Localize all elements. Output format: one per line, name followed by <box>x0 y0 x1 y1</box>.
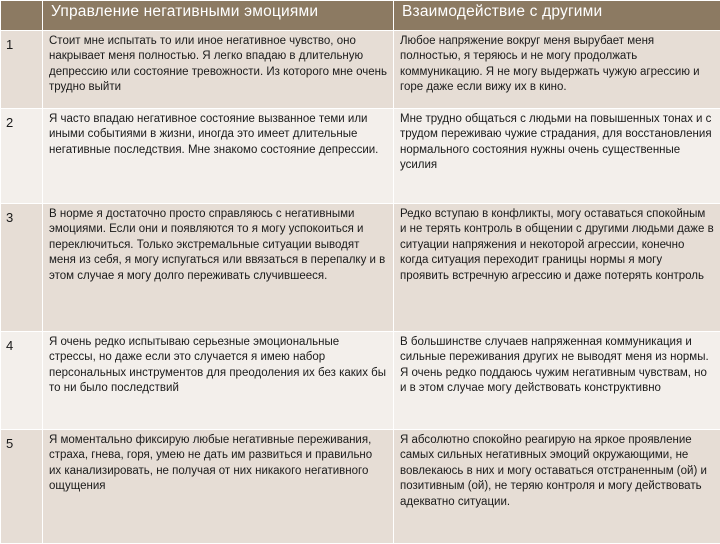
emotions-cell: Я часто впадаю негативное состояние вызванное теми или иными событиями в жизни, иногда это имеет длительные негативные последствия. Мне знакомо состояние депрессии. <box>43 109 394 204</box>
table-row <box>1 31 720 109</box>
emotions-cell: В норме я достаточно просто справляюсь с негативными эмоциями. Если они и появляются то я могу успокоиться и переключиться. Только экстремальные ситуации выводят меня из себя, я могу испугаться или ввязаться в перепалку и в этом случае я могу долго переживать случившееся. <box>43 204 394 332</box>
row-number: 5 <box>1 430 43 544</box>
interaction-cell: Я абсолютно спокойно реагирую на яркое проявление самых сильных негативных эмоций окружающими, не вовлекаюсь в них и могу оставаться отстраненным (ой) и позитивным (ой), не теряю контроля и могу действовать адекватно ситуации. <box>394 430 720 544</box>
interaction-cell: В большинстве случаев напряженная коммуникация и сильные переживания других не выводят меня из нормы. Я очень редко поддаюсь чужим негативным чувствам, но и в этом случае могу действовать конструктивно <box>394 332 720 430</box>
interaction-cell: Мне трудно общаться с людьми на повышенных тонах и с трудом переживаю чужие страдания, для восстановления нормального состояния нужны очень существенные усилия <box>394 109 720 204</box>
row-number: 4 <box>1 332 43 430</box>
row-number: 3 <box>1 204 43 332</box>
emotions-cell: Стоит мне испытать то или иное негативное чувство, оно накрывает меня полностью. Я легко впадаю в длительную депрессию или состояние тревожности. Из которого мне очень трудно выйти <box>43 31 394 109</box>
header-row <box>1 1 720 31</box>
row-number: 2 <box>1 109 43 204</box>
table-row <box>1 204 720 332</box>
emotions-cell: Я очень редко испытываю серьезные эмоциональные стрессы, но даже если это случается я имею набор персональных инструментов для преодоления их без каких бы то ни было последствий <box>43 332 394 430</box>
table-row <box>1 430 720 544</box>
header-number <box>1 1 43 31</box>
row-number: 1 <box>1 31 43 109</box>
header-interaction: Взаимодействие с другими <box>394 1 720 31</box>
table-row <box>1 332 720 430</box>
emotions-cell: Я моментально фиксирую любые негативные переживания, страха, гнева, горя, умею не дать им развиться и правильно их канализировать, не получая от них никакого негативного ощущения <box>43 430 394 544</box>
interaction-cell: Редко вступаю в конфликты, могу оставаться спокойным и не терять контроль в общении с другими людьми даже в ситуации напряжения и некоторой агрессии, конечно когда ситуация переходит границы нормы я могу проявить встречную агрессию и даже потерять контроль <box>394 204 720 332</box>
table-row <box>1 109 720 204</box>
interaction-cell: Любое напряжение вокруг меня вырубает меня полностью, я теряюсь и не могу продолжать коммуникацию. Я не могу выдержать чужую агрессию и горе даже если вижу их в кино. <box>394 31 720 109</box>
header-emotions: Управление негативными эмоциями <box>43 1 394 31</box>
